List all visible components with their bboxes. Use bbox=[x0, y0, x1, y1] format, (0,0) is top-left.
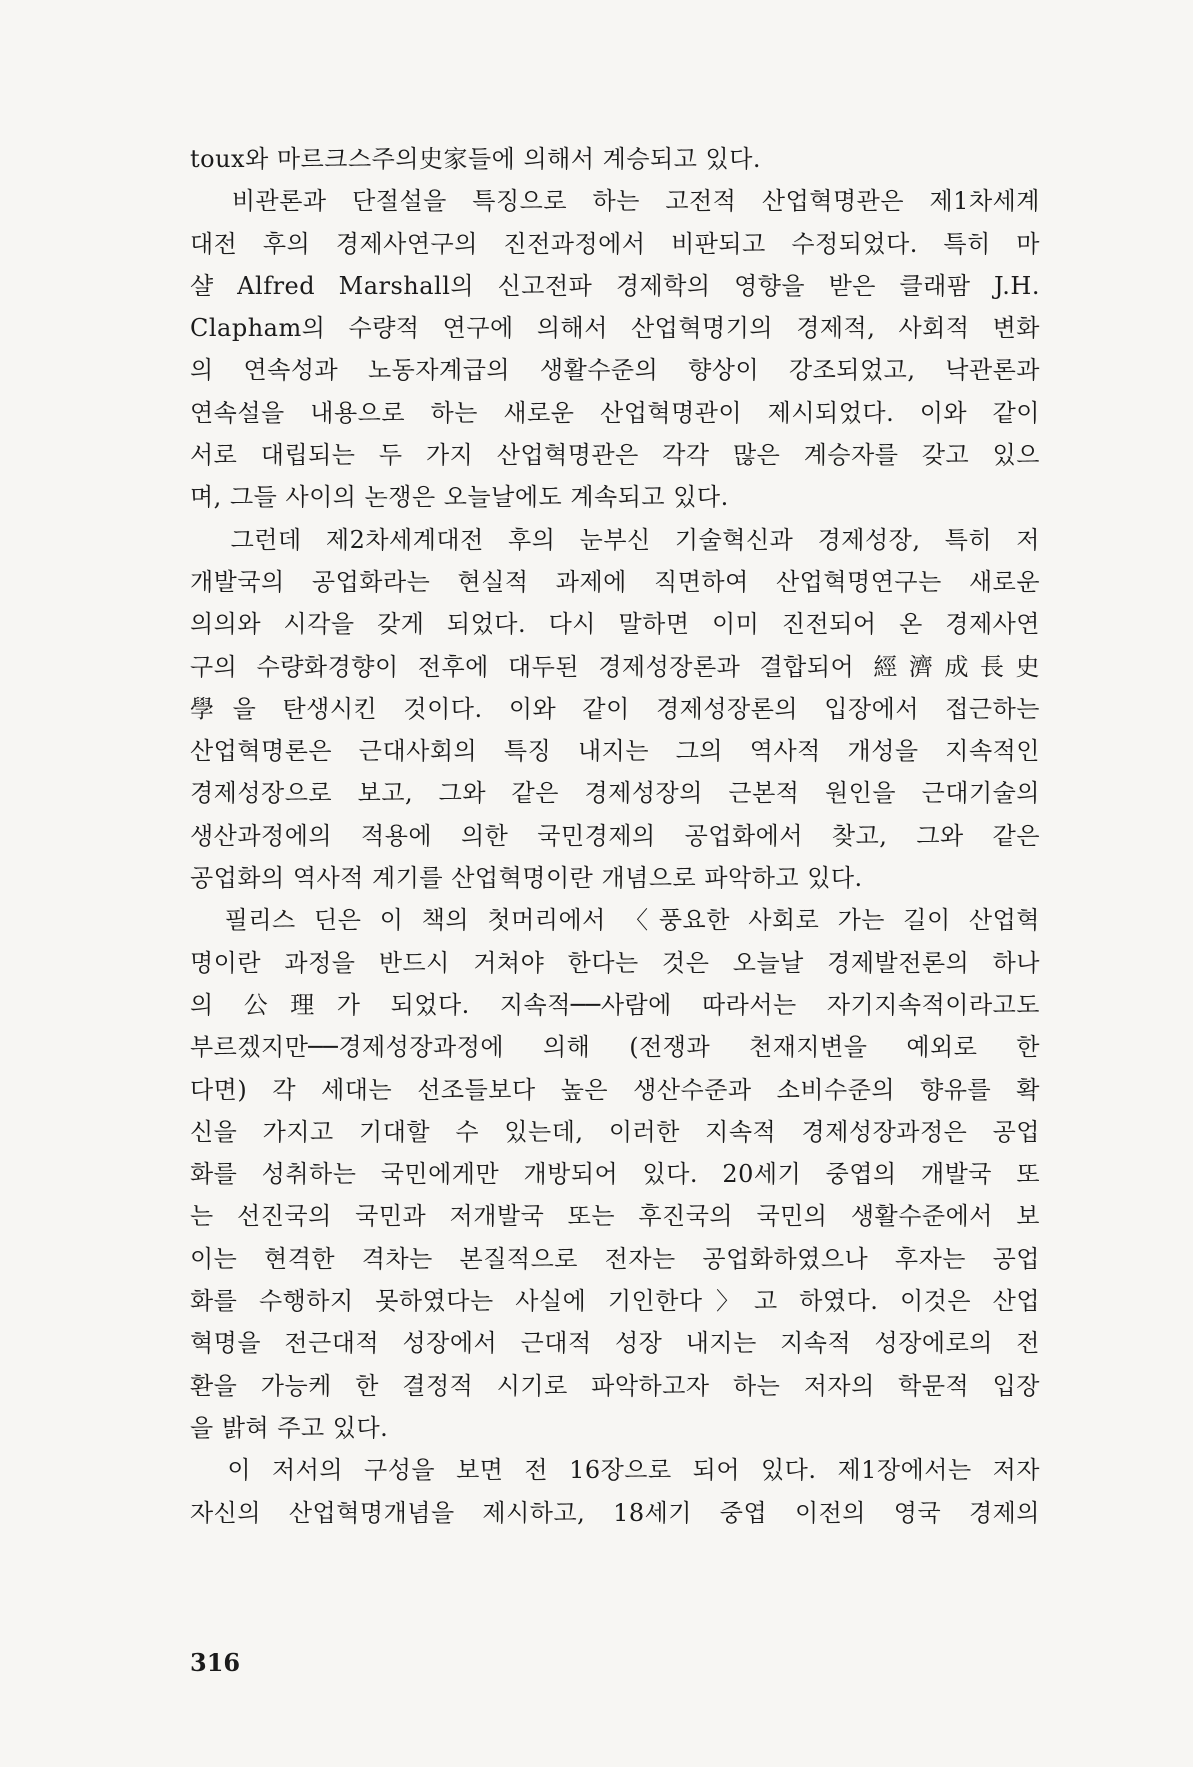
text-line: 의의와 시각을 갖게 되었다. 다시 말하면 이미 진전되어 온 경제사연 bbox=[190, 610, 1040, 639]
text-line: 신을 가지고 기대할 수 있는데, 이러한 지속적 경제성장과정은 공업 bbox=[190, 1117, 1040, 1146]
text-line: Clapham의 수량적 연구에 의해서 산업혁명기의 경제적, 사회적 변화 bbox=[190, 314, 1040, 343]
text-line: toux와 마르크스주의史家들에 의해서 계승되고 있다. bbox=[190, 145, 762, 173]
text-line: 환을 가능케 한 결정적 시기로 파악하고자 하는 저자의 학문적 입장 bbox=[190, 1371, 1040, 1400]
text-line: 산업혁명론은 근대사회의 특징 내지는 그의 역사적 개성을 지속적인 bbox=[190, 737, 1040, 766]
text-line: 자신의 산업혁명개념을 제시하고, 18세기 중엽 이전의 영국 경제의 bbox=[190, 1498, 1040, 1527]
text-line: 경제성장으로 보고, 그와 같은 경제성장의 근본적 원인을 근대기술의 bbox=[190, 779, 1040, 808]
text-line: 필리스 딘은 이 책의 첫머리에서 〈풍요한 사회로 가는 길이 산업혁 bbox=[190, 906, 1040, 935]
text-line: 며, 그들 사이의 논쟁은 오늘날에도 계속되고 있다. bbox=[190, 483, 729, 512]
text-line: 다면) 각 세대는 선조들보다 높은 생산수준과 소비수준의 향유를 확 bbox=[190, 1075, 1040, 1104]
text-line: 공업화의 역사적 계기를 산업혁명이란 개념으로 파악하고 있다. bbox=[190, 864, 863, 893]
text-line: 생산과정에의 적용에 의한 국민경제의 공업화에서 찾고, 그와 같은 bbox=[190, 821, 1040, 850]
text-line: 샬 Alfred Marshall의 신고전파 경제학의 영향을 받은 클래팜 J.H. bbox=[190, 271, 1040, 300]
text-line: 이 저서의 구성을 보면 전 16장으로 되어 있다. 제1장에서는 저자 bbox=[190, 1456, 1040, 1485]
text-line: 의 연속성과 노동자계급의 생활수준의 향상이 강조되었고, 낙관론과 bbox=[190, 356, 1040, 385]
text-line: 그런데 제2차세계대전 후의 눈부신 기술혁신과 경제성장, 특히 저 bbox=[190, 525, 1040, 554]
text-line: 이는 현격한 격차는 본질적으로 전자는 공업화하였으나 후자는 공업 bbox=[190, 1244, 1040, 1273]
text-line: 개발국의 공업화라는 현실적 과제에 직면하여 산업혁명연구는 새로운 bbox=[190, 567, 1040, 596]
text-line: 의 公理가 되었다. 지속적──사람에 따라서는 자기지속적이라고도 bbox=[190, 990, 1040, 1019]
text-line: 비관론과 단절설을 특징으로 하는 고전적 산업혁명관은 제1차세계 bbox=[190, 187, 1040, 216]
text-line: 서로 대립되는 두 가지 산업혁명관은 각각 많은 계승자를 갖고 있으 bbox=[190, 441, 1040, 470]
text-line: 화를 성취하는 국민에게만 개방되어 있다. 20세기 중엽의 개발국 또 bbox=[190, 1160, 1040, 1189]
body-text bbox=[190, 138, 1040, 1534]
text-line: 대전 후의 경제사연구의 진전과정에서 비판되고 수정되었다. 특히 마 bbox=[190, 229, 1040, 258]
text-line: 부르겠지만──경제성장과정에 의해 (전쟁과 천재지변을 예외로 한 bbox=[190, 1033, 1040, 1062]
text-line: 을 밝혀 주고 있다. bbox=[190, 1413, 389, 1442]
text-line: 구의 수량화경향이 전후에 대두된 경제성장론과 결합되어 經濟成長史 bbox=[190, 652, 1040, 681]
text-line: 學을 탄생시킨 것이다. 이와 같이 경제성장론의 입장에서 접근하는 bbox=[190, 694, 1040, 723]
text-line: 화를 수행하지 못하였다는 사실에 기인한다〉고 하였다. 이것은 산업 bbox=[190, 1287, 1040, 1316]
page-number: 316 bbox=[190, 1648, 241, 1677]
text-line: 연속설을 내용으로 하는 새로운 산업혁명관이 제시되었다. 이와 같이 bbox=[190, 398, 1040, 427]
text-line: 는 선진국의 국민과 저개발국 또는 후진국의 국민의 생활수준에서 보 bbox=[190, 1202, 1040, 1231]
text-line: 혁명을 전근대적 성장에서 근대적 성장 내지는 지속적 성장에로의 전 bbox=[190, 1329, 1040, 1358]
text-line: 명이란 과정을 반드시 거쳐야 한다는 것은 오늘날 경제발전론의 하나 bbox=[190, 948, 1040, 977]
